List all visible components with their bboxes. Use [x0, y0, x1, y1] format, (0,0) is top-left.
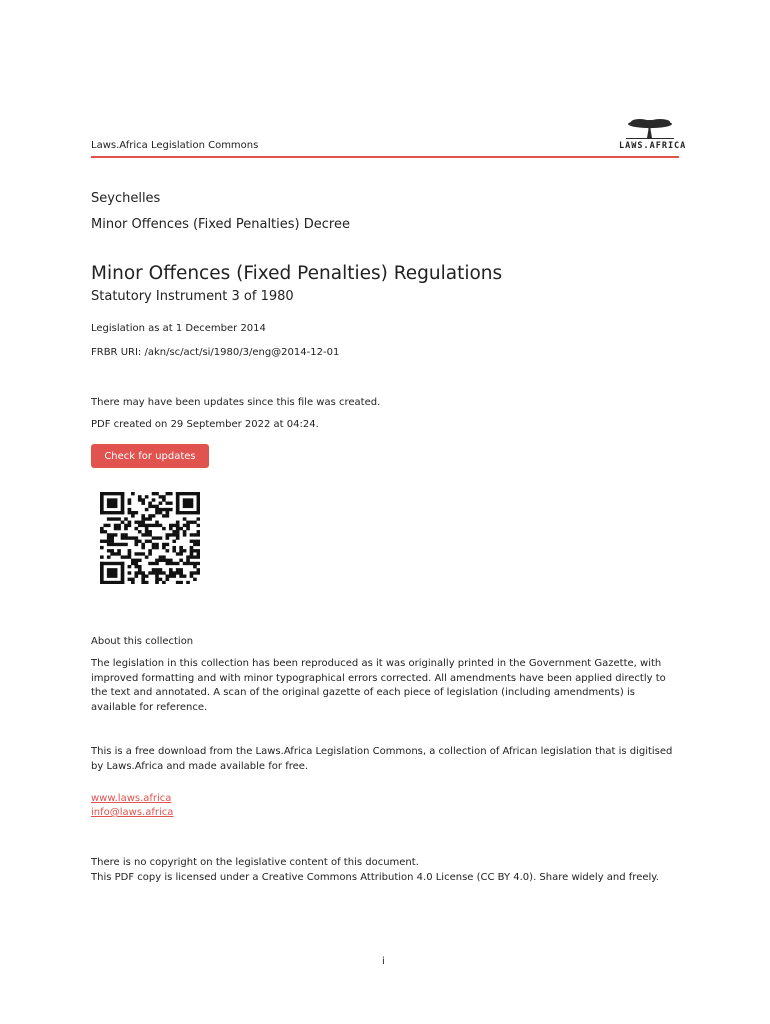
logo-text: LAWS.AFRICA [619, 141, 687, 151]
qr-code-icon[interactable] [100, 492, 200, 584]
legislation-date: Legislation as at 1 December 2014 [91, 323, 266, 334]
update-notice: There may have been updates since this file was created. [91, 397, 381, 408]
copyright-notice [91, 856, 681, 885]
document-title: Minor Offences (Fixed Penalties) Regulations [91, 263, 503, 284]
website-link[interactable]: www.laws.africa [91, 793, 172, 804]
free-download-paragraph: This is a free download from the Laws.Africa Legislation Commons, a collection of African legislation that is digitised by Laws.Africa and made available for free. [91, 746, 673, 772]
pdf-created-date: PDF created on 29 September 2022 at 04:24. [91, 419, 319, 430]
about-heading: About this collection [91, 636, 194, 647]
page-number: i [382, 956, 385, 967]
document-subtitle: Statutory Instrument 3 of 1980 [91, 289, 294, 304]
country: Seychelles [91, 191, 161, 206]
collection-name: Laws.Africa Legislation Commons [91, 140, 259, 151]
parent-work: Minor Offences (Fixed Penalties) Decree [91, 217, 350, 232]
laws-africa-logo [616, 114, 687, 154]
email-link[interactable]: info@laws.africa [91, 807, 174, 818]
license-line: This PDF copy is licensed under a Creative Commons Attribution 4.0 License (CC BY 4.0). Share widely and freely. [91, 871, 659, 883]
acacia-tree-icon [616, 114, 682, 144]
check-for-updates-button[interactable]: Check for updates [91, 444, 209, 468]
copyright-line-1: There is no copyright on the legislative content of this document. [91, 857, 419, 868]
frbr-uri: FRBR URI: /akn/sc/act/si/1980/3/eng@2014-12-01 [91, 347, 340, 358]
header-divider [91, 156, 679, 158]
about-paragraph: The legislation in this collection has been reproduced as it was originally printed in the Government Gazette, with improved formatting and with minor typographical errors corrected. All amendments have been applied directly to the text and annotated. A scan of the original gazette of each piece of legislation (including amendments) is available for reference. [91, 658, 666, 713]
